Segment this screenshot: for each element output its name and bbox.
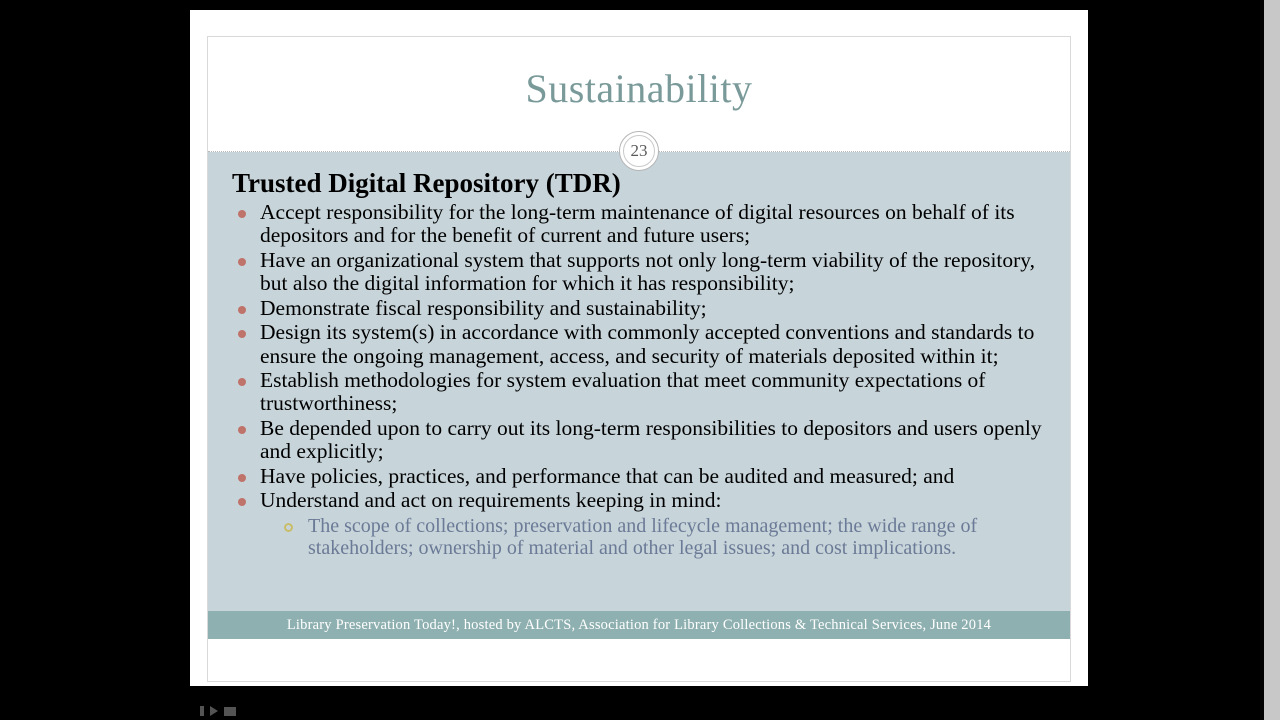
slide-body: [208, 152, 1070, 639]
bullet-dot-icon: [238, 306, 246, 314]
play-icon[interactable]: [210, 706, 218, 716]
bullet-dot-icon: [238, 498, 246, 506]
list-item: [232, 465, 1052, 488]
list-item-text: Understand and act on requirements keeping in mind:: [260, 488, 722, 513]
list-item: [232, 297, 1052, 320]
bullet-dot-icon: [238, 378, 246, 386]
bullet-dot-icon: [238, 426, 246, 434]
slide-number: 23: [623, 135, 655, 167]
list-item: [282, 515, 1052, 560]
page-title: Sustainability: [525, 66, 753, 111]
slide-number-badge: [619, 131, 659, 171]
footer-text: Library Preservation Today!, hosted by ALCTS, Association for Library Collections & Technical Services, June 2014: [286, 616, 992, 633]
bullet-dot-icon: [238, 474, 246, 482]
list-item-text: Be depended upon to carry out its long-term responsibilities to depositors and users openly and explicitly;: [260, 415, 1042, 464]
list-item: [232, 201, 1052, 248]
hollow-bullet-icon: [284, 523, 293, 532]
list-item: [232, 417, 1052, 464]
bullet-dot-icon: [238, 258, 246, 266]
right-edge-strip: [1264, 0, 1280, 720]
bullet-dot-icon: [238, 330, 246, 338]
sub-bullet-list: [260, 515, 1052, 560]
list-item-text: Have policies, practices, and performance that can be audited and measured; and: [260, 463, 955, 488]
list-item: [232, 369, 1052, 416]
pause-icon[interactable]: [200, 706, 204, 716]
list-item: [232, 489, 1052, 559]
list-item-text: Have an organizational system that supports not only long-term viability of the repository, but also the digital information for which it has responsibility;: [260, 247, 1036, 296]
list-item: [232, 321, 1052, 368]
bullet-list: [226, 201, 1052, 559]
list-item-text: Accept responsibility for the long-term maintenance of digital resources on behalf of its depositors and for the benefit of current and future users;: [260, 200, 1015, 248]
list-item-text: Design its system(s) in accordance with commonly accepted conventions and standards to ensure the ongoing management, access, and security of materials deposited within it;: [260, 320, 1035, 368]
list-item-text: The scope of collections; preservation and lifecycle management; the wide range of stakeholders; ownership of material and other legal issues; and cost implications.: [308, 514, 978, 559]
bullet-dot-icon: [238, 210, 246, 218]
list-item-text: Establish methodologies for system evaluation that meet community expectations of trustworthiness;: [260, 368, 986, 416]
slide-footer: [208, 611, 1070, 639]
list-item-text: Demonstrate fiscal responsibility and sustainability;: [260, 295, 707, 320]
body-heading: Trusted Digital Repository (TDR): [232, 168, 621, 198]
slide-frame: [190, 10, 1088, 686]
stop-icon[interactable]: [224, 707, 236, 716]
slide: [207, 36, 1071, 682]
list-item: [232, 249, 1052, 296]
playback-controls[interactable]: [200, 706, 236, 716]
